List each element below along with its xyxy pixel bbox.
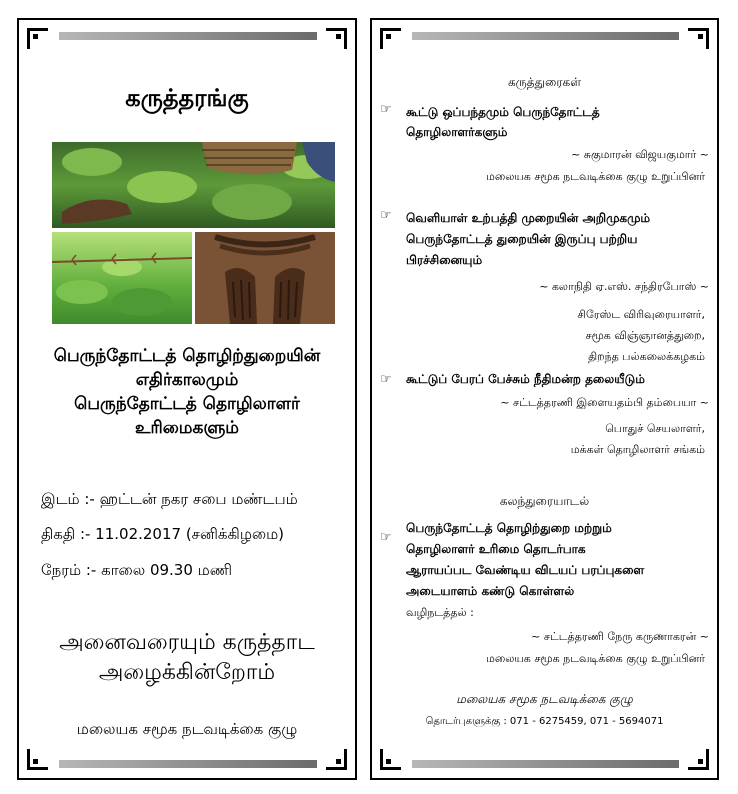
pointing-hand-icon: ☞ bbox=[380, 530, 392, 545]
invite-line: அழைக்கின்றோம் bbox=[98, 660, 276, 685]
heading-line: எதிர்காலமும் bbox=[135, 370, 239, 390]
discussion-line: ஆராயப்பட வேண்டிய விடயப் பரப்புகளை bbox=[406, 563, 645, 577]
corner-ornament bbox=[27, 749, 48, 770]
discussion-line: அடையாளம் கண்டு கொள்ளல் bbox=[406, 584, 575, 598]
topic-title-line: வெளியாள் உற்பத்தி முறையின் அறிமுகமும் bbox=[406, 211, 651, 225]
heading-line: பெருந்தோட்டத் தொழிலாளர் bbox=[74, 394, 300, 414]
time-line: நேரம் :- காலை 09.30 மணி bbox=[41, 561, 233, 579]
heading-line: பெருந்தோட்டத் தொழிற்துறையின் bbox=[53, 346, 321, 366]
speaker-name: ~ சுகுமாரன் விஜயகுமார் ~ bbox=[571, 148, 709, 161]
corner-ornament bbox=[27, 28, 48, 49]
corner-ornament bbox=[380, 749, 401, 770]
bottom-decor-bar bbox=[59, 760, 317, 768]
date-line: திகதி :- 11.02.2017 (சனிக்கிழமை) bbox=[41, 525, 285, 543]
pointing-hand-icon: ☞ bbox=[380, 208, 392, 223]
invite-line: அனைவரையும் கருத்தாட bbox=[59, 630, 315, 655]
discussion-heading: கலந்துரையாடல் bbox=[499, 494, 590, 508]
pointing-hand-icon: ☞ bbox=[380, 372, 392, 387]
topic-title-line: கூட்டு ஒப்பந்தமும் பெருந்தோட்டத் bbox=[406, 105, 600, 119]
topic-title: கூட்டுப் பேரப் பேச்சும் நீதிமன்ற தலையீடும் bbox=[406, 372, 645, 386]
discussion-line: தொழிலாளர் உரிமை தொடர்பாக bbox=[406, 542, 586, 556]
organiser-name: மலையக சமூக நடவடிக்கை குழு bbox=[456, 692, 633, 706]
moderation-label: வழிநடத்தல் : bbox=[406, 606, 474, 619]
speaker-role: திறந்த பல்கலைக்கழகம் bbox=[588, 350, 705, 363]
bottom-decor-bar bbox=[412, 760, 679, 768]
invitation-text bbox=[19, 628, 355, 688]
speaker-role: மக்கள் தொழிலாளர் சங்கம் bbox=[570, 443, 705, 456]
topic-title bbox=[406, 102, 600, 142]
speaker-name: ~ கலாநிதி ஏ.எஸ். சந்திரபோஸ் ~ bbox=[539, 280, 709, 293]
topic-title bbox=[406, 208, 650, 271]
organiser-name: மலையக சமூக நடவடிக்கை குழு bbox=[76, 720, 298, 738]
speaker-role: பொதுச் செயலாளர், bbox=[605, 422, 705, 435]
topic-title-line: தொழிலாளர்களும் bbox=[406, 125, 508, 139]
right-flyer-panel bbox=[370, 18, 719, 780]
speaker-roles bbox=[571, 418, 705, 460]
moderator-name: ~ சட்டத்தரணி நேரு கருணாகரன் ~ bbox=[531, 630, 709, 643]
corner-ornament bbox=[688, 749, 709, 770]
chained-hands-photo bbox=[195, 232, 335, 324]
top-decor-bar bbox=[59, 32, 317, 40]
topic-title-line: பிரச்சினையும் bbox=[406, 253, 483, 267]
speaker-role: சமூக விஞ்ஞானத்துறை, bbox=[585, 329, 705, 342]
top-decor-bar bbox=[412, 32, 679, 40]
topic-title-line: பெருந்தோட்டத் துறையின் இருப்பு பற்றிய bbox=[406, 232, 638, 246]
discussion-topic bbox=[406, 518, 644, 602]
heading-line: உரிமைகளும் bbox=[135, 418, 239, 438]
speaker-name: ~ சட்டத்தரணி இளையதம்பி தம்பையா ~ bbox=[500, 396, 709, 409]
tea-leaves-photo bbox=[52, 232, 192, 324]
corner-ornament bbox=[380, 28, 401, 49]
discussion-line: பெருந்தோட்டத் தொழிற்துறை மற்றும் bbox=[406, 521, 612, 535]
tea-plucking-photo bbox=[52, 142, 335, 228]
corner-ornament bbox=[688, 28, 709, 49]
speaker-roles bbox=[577, 304, 705, 367]
pointing-hand-icon: ☞ bbox=[380, 102, 392, 117]
moderator-role: மலையக சமூக நடவடிக்கை குழு உறுப்பினர் bbox=[485, 652, 705, 665]
left-flyer-panel bbox=[17, 18, 357, 780]
speeches-heading: கருத்துரைகள் bbox=[507, 75, 582, 89]
contact-numbers: தொடர்புகளுக்கு : 071 - 6275459, 071 - 5694071 bbox=[425, 716, 664, 727]
speaker-role: மலையக சமூக நடவடிக்கை குழு உறுப்பினர் bbox=[485, 170, 705, 183]
event-heading bbox=[19, 344, 355, 440]
event-title: கருத்தரங்கு bbox=[125, 84, 249, 112]
corner-ornament bbox=[326, 749, 347, 770]
speaker-role: சிரேஸ்ட விரிவுரையாளர், bbox=[577, 308, 705, 321]
venue-line: இடம் :- ஹட்டன் நகர சபை மண்டபம் bbox=[41, 490, 298, 508]
corner-ornament bbox=[326, 28, 347, 49]
